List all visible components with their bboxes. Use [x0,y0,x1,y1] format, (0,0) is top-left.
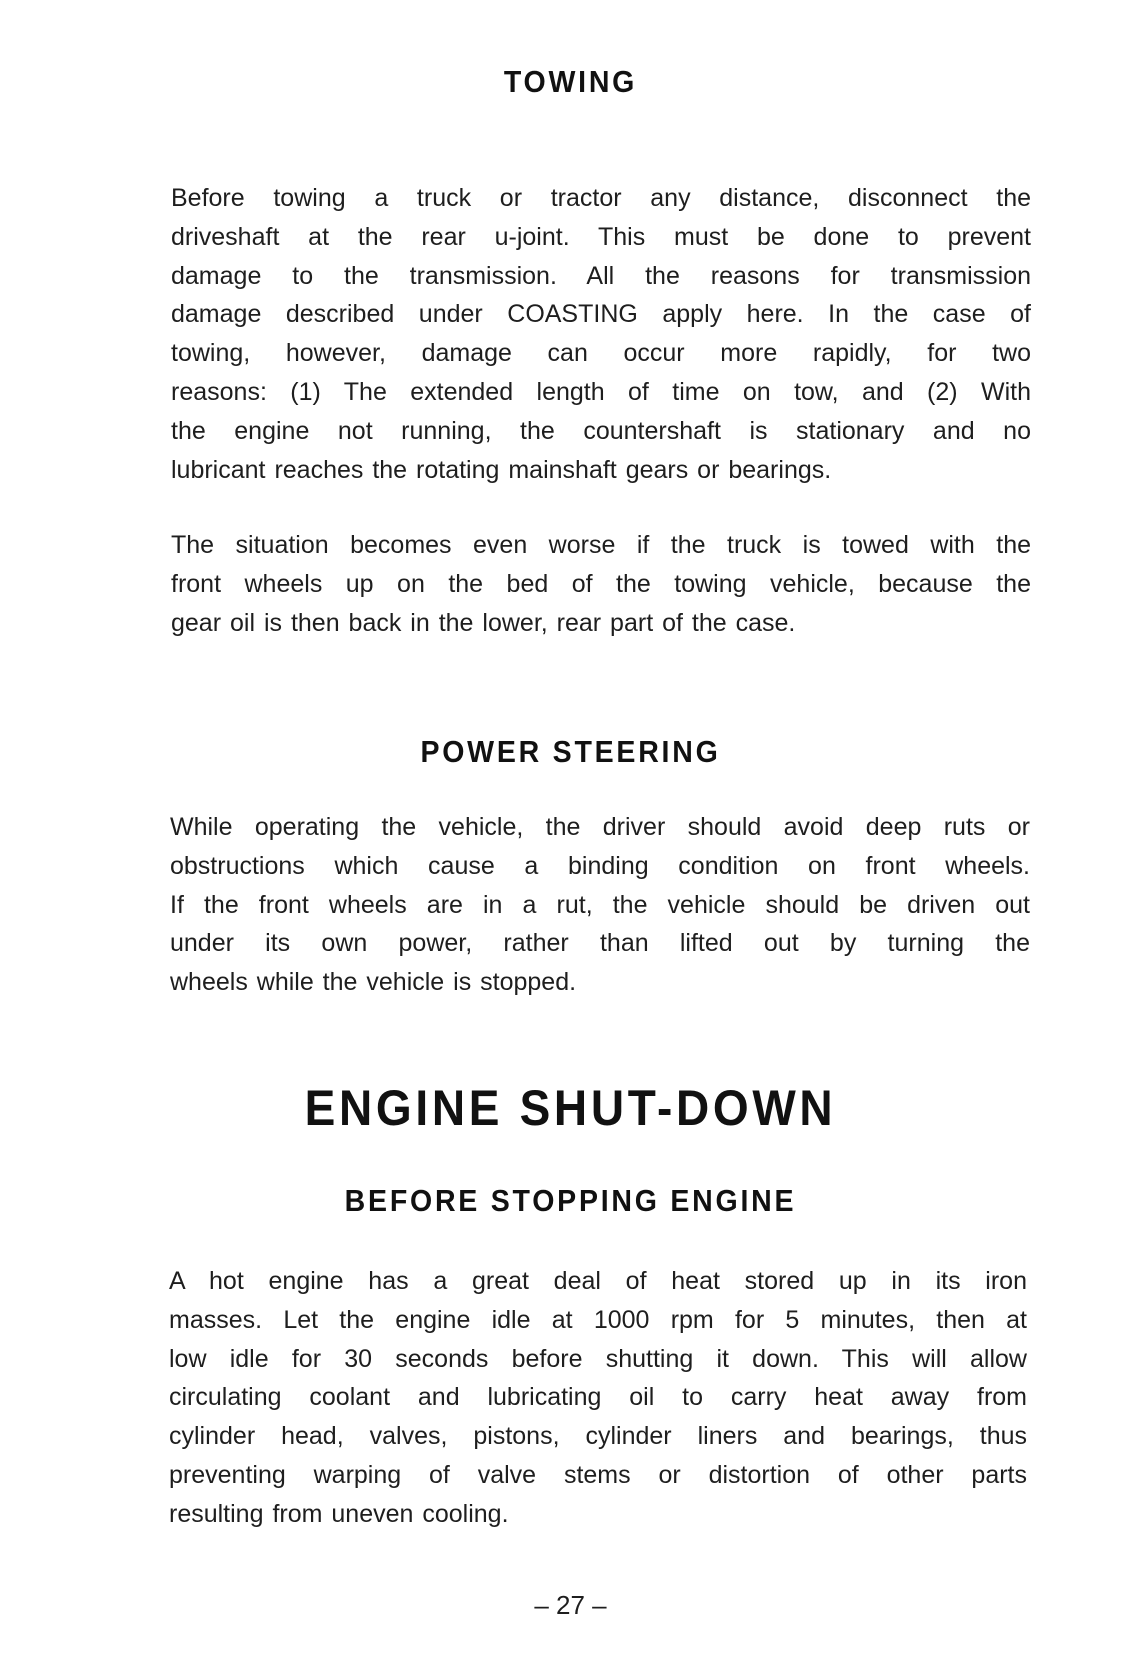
text-line: The situation becomes even worse if the truck is towed with the [171,531,1031,559]
text-line: lubricant reaches the rotating mainshaft gears or bearings. [171,455,832,484]
paragraph-power-steering [170,808,1030,1002]
text-line: resulting from uneven cooling. [169,1499,509,1528]
text-line: A hot engine has a great deal of heat stored up in its iron [169,1267,1027,1295]
text-line: driveshaft at the rear u-joint. This must be done to prevent [171,222,1031,251]
heading-power-steering: POWER STEERING [420,734,721,769]
text-line: While operating the vehicle, the driver should avoid deep ruts or [170,813,1030,841]
page-number: – 27 – [534,1590,607,1620]
heading-engine-shutdown: ENGINE SHUT-DOWN [304,1080,837,1136]
text-line: under its own power, rather than lifted out by turning the [170,929,1030,958]
text-line: reasons: (1) The extended length of time on tow, and (2) With [171,377,1031,406]
text-line: cylinder head, valves, pistons, cylinder liners and bearings, thus [169,1422,1027,1451]
subheading-before-stopping-engine: BEFORE STOPPING ENGINE [344,1183,797,1218]
text-line: wheels while the vehicle is stopped. [170,968,577,997]
text-line: damage to the transmission. All the reasons for transmission [171,261,1031,290]
text-line: circulating coolant and lubricating oil to carry heat away from [169,1383,1027,1412]
text-line: towing, however, damage can occur more rapidly, for two [171,339,1031,368]
text-line: damage described under COASTING apply here. In the case of [171,300,1031,329]
text-line: preventing warping of valve stems or distortion of other parts [169,1460,1027,1489]
text-line: low idle for 30 seconds before shutting it down. This will allow [169,1344,1027,1373]
heading-towing: TOWING [503,64,638,99]
paragraph-before-stopping [169,1262,1027,1534]
paragraph-towing-2 [171,526,1031,642]
text-line: the engine not running, the countershaft is stationary and no [171,416,1031,445]
text-line: front wheels up on the bed of the towing vehicle, because the [171,569,1031,598]
text-line: obstructions which cause a binding condition on front wheels. [170,851,1030,880]
text-line: masses. Let the engine idle at 1000 rpm for 5 minutes, then at [169,1305,1027,1334]
paragraph-towing-1 [171,179,1031,489]
text-line: If the front wheels are in a rut, the vehicle should be driven out [170,890,1030,919]
text-line: Before towing a truck or tractor any distance, disconnect the [171,184,1031,212]
text-line: gear oil is then back in the lower, rear part of the case. [171,608,796,637]
